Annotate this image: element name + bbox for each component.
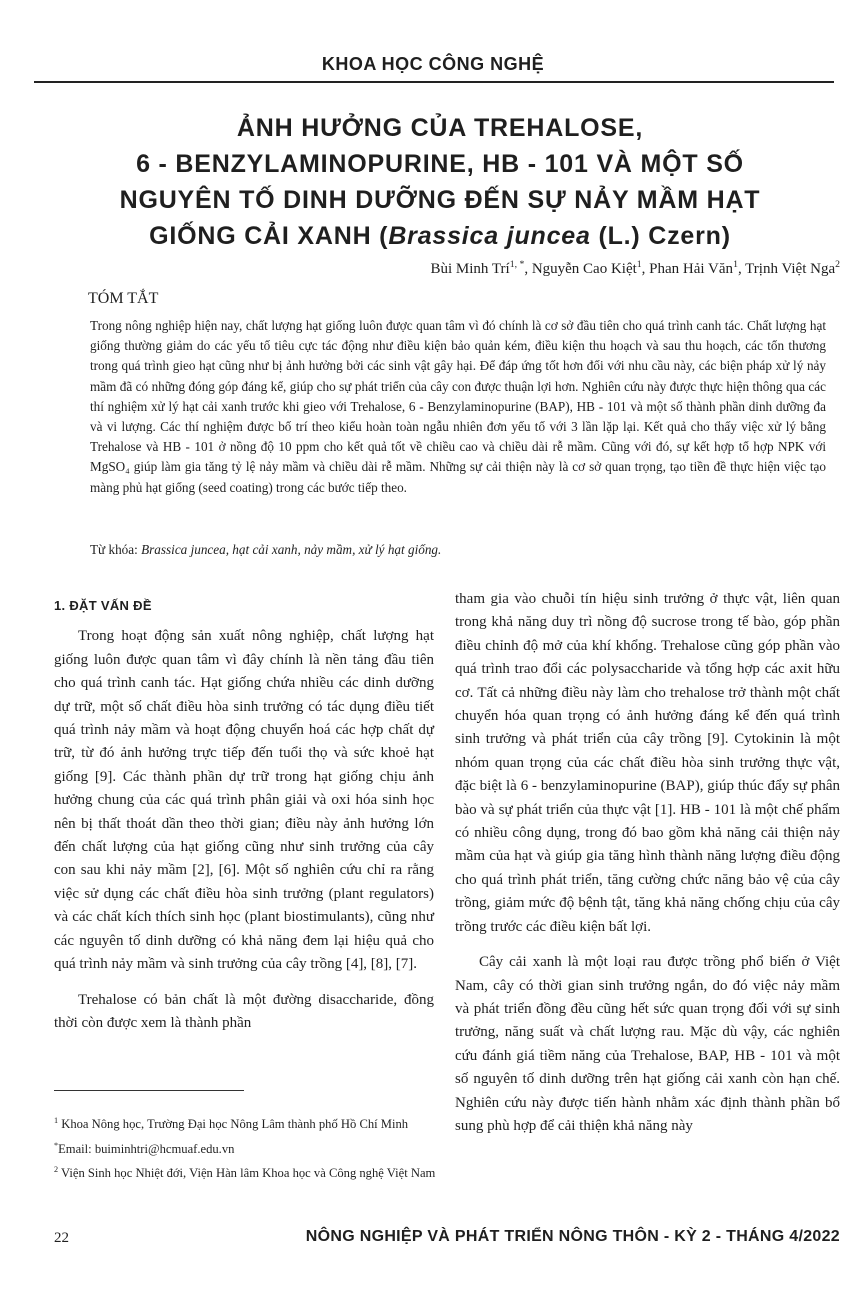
keywords (90, 542, 826, 558)
page-number: 22 (54, 1230, 69, 1246)
author-name: Bùi Minh Trí (430, 261, 510, 277)
footnotes (54, 1112, 444, 1186)
abstract-heading: TÓM TẮT (88, 290, 159, 307)
title-latin-name: Brassica juncea (388, 222, 591, 250)
paragraph: tham gia vào chuỗi tín hiệu sinh trưởng ở thực vật, liên quan trong khả năng duy trì nồng độ sucrose trong tế bào, góp phần điều chỉnh độ mở của khí khổng. Trehalose cũng góp phần vào quá trình trao đổi các polysaccharide và tổng hợp các axit hữu cơ. Tất cả những điều này làm cho trehalose trở thành một chất chuyển hóa quan trọng có ảnh hưởng đáng kể đến quá trình sinh trưởng và phát triển của cây trồng [9]. Cytokinin là một nhóm quan trọng của các chất điều hòa sinh trưởng thực vật, đặc biệt là 6 - benzylaminopurine (BAP), giúp thúc đẩy sự phân bào và sự phát triển của thực vật [1]. HB - 101 là một chế phẩm có nhiều công dụng, trong đó bao gồm khả năng cải thiện nảy mầm của hạt và giúp gia tăng hình thành năng lượng điều động cho quá trình phát triển, tăng cường chức năng bảo vệ của cây trồng, giảm mức độ bệnh tật, tăng khả năng chống chịu của cây trồng trước các điều kiện bất lợi. (455, 591, 840, 935)
author-list: Bùi Minh Trí$^{1, *}$, Nguyễn Cao Kiệt$^1$, Phan Hải Văn$^1$, Trịnh Việt Nga$^2$ (430, 259, 840, 277)
title-line: NGUYÊN TỐ DINH DƯỠNG ĐẾN SỰ NẢY MẦM HẠT (119, 186, 761, 214)
footnote (54, 1112, 444, 1134)
section-title: 1. ĐẶT VẤN ĐỀ (54, 598, 152, 613)
title-line (60, 218, 820, 254)
keywords-values: Brassica juncea, hạt cải xanh, nảy mầm, xử lý hạt giống. (137, 542, 442, 557)
title-text: GIỐNG CẢI XANH ( (149, 222, 389, 250)
footnote-text: Khoa Nông học, Trường Đại học Nông Lâm thành phố Hồ Chí Minh (58, 1117, 409, 1132)
author-affiliation: 1 (733, 259, 738, 270)
left-column (54, 594, 434, 1047)
right-column (455, 588, 840, 1150)
article-title (60, 110, 820, 254)
paragraph: Cây cải xanh là một loại rau được trồng phổ biến ở Việt Nam, cây có thời gian sinh trưởng ngắn, do đó việc nảy mầm và phát triển đồng đều cũng hết sức quan trọng đối với sự sinh trưởng, năng suất và chất lượng rau. Mặc dù vậy, các nghiên cứu đánh giá tiềm năng của Trehalose, BAP, HB - 101 và một số nguyên tố dinh dưỡng trên hạt giống cải xanh còn hạn chế. Nghiên cứu này được tiến hành nhằm xác định thành phần bổ sung phù hợp để cải thiện khả năng này (455, 954, 840, 1134)
footnote-email: Email: buiminhtri@hcmuaf.edu.vn (58, 1141, 235, 1156)
paragraph: Trong hoạt động sản xuất nông nghiệp, chất lượng hạt giống luôn được quan tâm vì đây chính là nền tảng đầu tiên cho quá trình canh tác. Hạt giống chứa nhiều các dinh dưỡng dự trữ, một số chất điều hòa sinh trưởng có tác dụng điều tiết quá trình nảy mầm và hoạt động chuyển hoá các hợp chất dự trữ, từ đó ảnh hưởng trực tiếp đến tuổi thọ và sức khoẻ hạt giống [9]. Các thành phần dự trữ trong hạt giống chịu ảnh hưởng chung của các quá trình phân giải và oxi hóa sinh học nên bị thất thoát dần theo thời gian; điều này ảnh hưởng lớn đến chất lượng của hạt giống cũng như sinh trưởng của cây con sau khi nảy mầm [2], [6]. Một số nghiên cứu chỉ ra rằng việc sử dụng các chất điều hòa sinh trưởng (plant regulators) và các chất kích thích sinh học (plant biostimulants), cũng như các nguyên tố dinh dưỡng có khả năng đem lại hiệu quả cho quá trình nảy mầm và sinh trưởng của cây trồng [4], [8], [7]. (54, 628, 434, 973)
title-text: (L.) Czern) (590, 222, 731, 250)
section-header: KHOA HỌC CÔNG NGHỆ (321, 54, 545, 74)
footnote-marker: 2 (54, 1165, 59, 1175)
author-name: Phan Hải Văn (649, 261, 734, 277)
keywords-label: Từ khóa: (90, 542, 138, 557)
author-affiliation: 2 (835, 259, 840, 270)
author-name: Trịnh Việt Nga (745, 261, 836, 277)
header-rule (34, 81, 834, 83)
footnote-rule (54, 1090, 244, 1091)
footnote-marker: 1 (54, 1116, 59, 1125)
title-line: ẢNH HƯỞNG CỦA TREHALOSE, (236, 114, 644, 142)
author-name: Nguyễn Cao Kiệt (531, 261, 637, 277)
paragraph: Trehalose có bản chất là một đường disaccharide, đồng thời còn được xem là thành phần (54, 991, 434, 1031)
footnote (54, 1161, 444, 1183)
author-affiliation: 1, * (509, 259, 525, 270)
title-line: 6 - BENZYLAMINOPURINE, HB - 101 VÀ MỘT SỐ (136, 150, 744, 178)
footnote-marker: * (54, 1140, 59, 1150)
journal-footer: NÔNG NGHIỆP VÀ PHÁT TRIỂN NÔNG THÔN - KỲ 2 - THÁNG 4/2022 (305, 1228, 840, 1245)
footnote (54, 1137, 444, 1159)
footnote-text: Viện Sinh học Nhiệt đới, Viện Hàn lâm Khoa học và Công nghệ Việt Nam (58, 1166, 436, 1181)
author-affiliation: 1 (636, 259, 642, 270)
abstract-body: Trong nông nghiệp hiện nay, chất lượng hạt giống luôn được quan tâm vì đó chính là cơ sở đầu tiên cho quá trình canh tác. Chất lượng hạt giống thường giảm do các yếu tố tiêu cực tác động như điều kiện bảo quản kém, điều kiện thu hoạch và sau thu hoạch, các tổn thương trong quá trình gieo hạt cũng như bị ảnh hưởng bởi các sinh vật gây hại. Để đáp ứng tốt hơn đối với nhu cầu này, các biện pháp xử lý nảy mầm đã có những đóng góp đáng kể, giúp cho sự phát triển của cây con được thuận lợi hơn. Nghiên cứu này được thực hiện thông qua các thí nghiệm xử lý hạt cải xanh trước khi gieo với Trehalose, 6 - Benzylaminopurine (BAP), HB - 101 và một số thành phần dinh dưỡng đa và vi lượng. Các thí nghiệm được bố trí theo kiểu hoàn toàn ngẫu nhiên đơn yếu tố với 3 lần lặp lại. Kết quả cho thấy việc xử lý bằng Trehalose và HB - 101 ở nồng độ 10 ppm cho kết quả tốt về chiều cao và chiều dài rễ mầm. Cũng với đó, sự kết hợp tổ hợp NPK với MgSO₄ giúp làm gia tăng tỷ lệ nảy mầm và chiều dài rễ mầm. Những sự cải thiện này là cơ sở quan trọng, tạo tiền đề thực hiện việc tạo màng phủ hạt giống (seed coating) trong các bước tiếp theo. (90, 318, 826, 495)
